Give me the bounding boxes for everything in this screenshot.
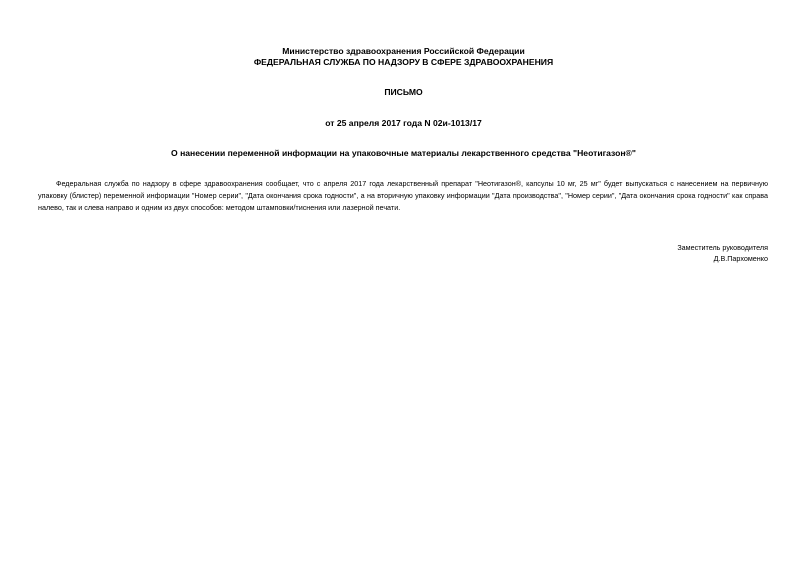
document-body-paragraph: Федеральная служба по надзору в сфере здравоохранения сообщает, что с апреля 2017 года лекарственный препарат "Неотигазон®, капсулы 10 мг, 25 мг" будет выпускаться с нанесением на первичную упаковку (блистер) переменной информации "Номер серии", "Дата окончания срока годности", а на вторичную упаковку информации "Дата производства", "Номер серии", "Дата окончания срока годности" как справа налево, так и слева направо и одним из двух способов: методом штамповки/тиснения или лазерной печати. [38,179,768,212]
document-subject: О нанесении переменной информации на упаковочные материалы лекарственного средства "Неотигазон®" [171,148,636,158]
service-name: ФЕДЕРАЛЬНАЯ СЛУЖБА ПО НАДЗОРУ В СФЕРЕ ЗДРАВООХРАНЕНИЯ [253,57,554,67]
document-date-number: от 25 апреля 2017 года N 02и-1013/17 [325,118,482,128]
signature-position: Заместитель руководителя [677,243,768,252]
document-type: ПИСЬМО [384,87,423,97]
signature-name: Д.В.Пархоменко [713,254,768,263]
ministry-name: Министерство здравоохранения Российской Федерации [282,46,525,56]
